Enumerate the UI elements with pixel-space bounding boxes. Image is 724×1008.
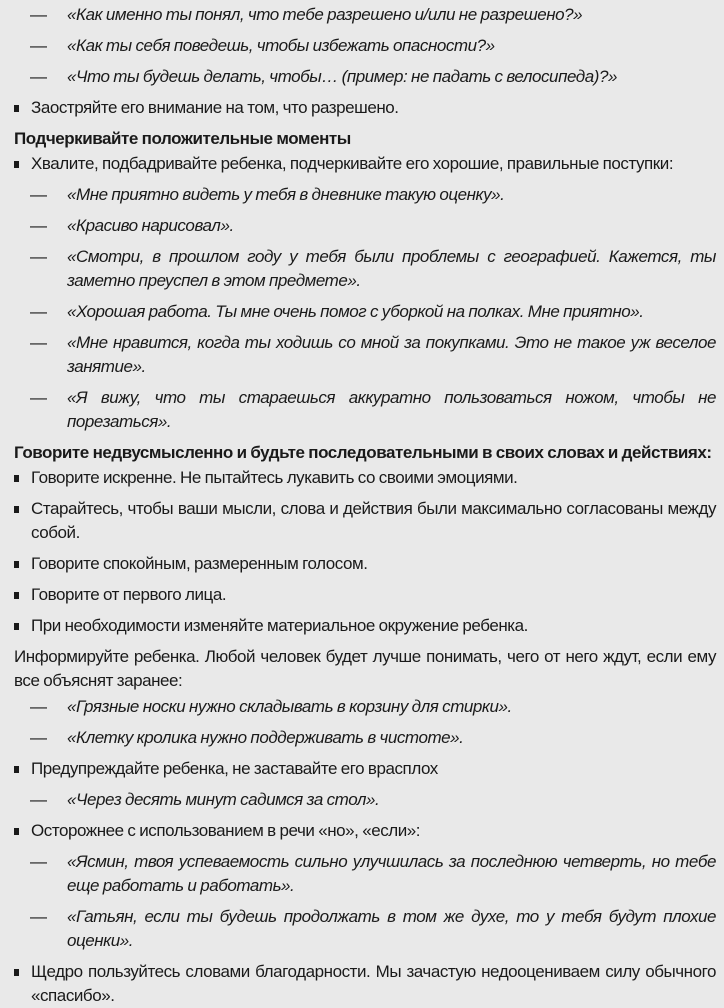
dash-marker: — (30, 302, 47, 321)
dash-marker: — (30, 333, 47, 352)
item-text: Говорите спокойным, размеренным голосом. (31, 554, 368, 573)
dash-marker: — (30, 247, 47, 266)
item-text: «Ясмин, твоя успеваемость сильно улучшилась за последнюю четверть, но тебе еще работать и работать». (67, 852, 716, 895)
square-bullet-icon (14, 161, 19, 168)
bullet-item (14, 552, 716, 576)
item-text: Говорите от первого лица. (31, 585, 227, 604)
item-text: Щедро пользуйтесь словами благодарности. Мы зачастую недооцениваем силу обычного «спасибо». (31, 962, 716, 1005)
square-bullet-icon (14, 623, 19, 630)
item-text: «Как именно ты понял, что тебе разрешено и/или не разрешено?» (67, 5, 583, 24)
item-text: Осторожнее с использованием в речи «но», «если»: (31, 821, 421, 840)
bullet-item (14, 757, 716, 781)
square-bullet-icon (14, 766, 19, 773)
dash-marker: — (30, 5, 47, 24)
item-text: Говорите недвусмысленно и будьте последовательными в своих словах и действиях: (14, 443, 712, 462)
dash-marker: — (30, 728, 47, 747)
quote-item (14, 183, 716, 207)
square-bullet-icon (14, 475, 19, 482)
bullet-item (14, 960, 716, 1008)
quote-item (14, 726, 716, 750)
item-text: «Гатьян, если ты будешь продолжать в том же духе, то у тебя будут плохие оценки». (67, 907, 716, 950)
item-text: Хвалите, подбадривайте ребенка, подчеркивайте его хорошие, правильные поступки: (31, 154, 674, 173)
bullet-item (14, 497, 716, 545)
item-text: «Грязные носки нужно складывать в корзину для стирки». (67, 697, 512, 716)
bullet-item (14, 819, 716, 843)
item-text: «Мне приятно видеть у тебя в дневнике такую оценку». (67, 185, 505, 204)
dash-marker: — (30, 852, 47, 871)
quote-item (14, 3, 716, 27)
quote-item (14, 386, 716, 434)
item-text: «Мне нравится, когда ты ходишь со мной за покупками. Это не такое уж веселое занятие». (67, 333, 716, 376)
item-text: «Как ты себя поведешь, чтобы избежать опасности?» (67, 36, 495, 55)
square-bullet-icon (14, 828, 19, 835)
dash-marker: — (30, 36, 47, 55)
item-text: «Красиво нарисовал». (67, 216, 234, 235)
square-bullet-icon (14, 969, 19, 976)
item-text: «Хорошая работа. Ты мне очень помог с уборкой на полках. Мне приятно». (67, 302, 644, 321)
square-bullet-icon (14, 105, 19, 112)
item-text: «Я вижу, что ты стараешься аккуратно пользоваться ножом, чтобы не порезаться». (67, 388, 716, 431)
quote-item (14, 695, 716, 719)
square-bullet-icon (14, 506, 19, 513)
paragraph (14, 645, 716, 693)
bullet-item (14, 152, 716, 176)
quote-item (14, 788, 716, 812)
square-bullet-icon (14, 561, 19, 568)
dash-marker: — (30, 388, 47, 407)
quote-item (14, 331, 716, 379)
item-text: Предупреждайте ребенка, не заставайте его врасплох (31, 759, 438, 778)
dash-marker: — (30, 697, 47, 716)
dash-marker: — (30, 67, 47, 86)
item-text: «Смотри, в прошлом году у тебя были проблемы с географией. Кажется, ты заметно преуспел в этом предмете». (67, 247, 716, 290)
item-text: При необходимости изменяйте материальное окружение ребенка. (31, 616, 528, 635)
quote-item (14, 300, 716, 324)
dash-marker: — (30, 185, 47, 204)
item-text: «Клетку кролика нужно поддерживать в чистоте». (67, 728, 464, 747)
bullet-item (14, 614, 716, 638)
square-bullet-icon (14, 592, 19, 599)
bullet-item (14, 583, 716, 607)
quote-item (14, 905, 716, 953)
quote-item (14, 65, 716, 89)
bullet-item (14, 96, 716, 120)
quote-item (14, 34, 716, 58)
bullet-item (14, 466, 716, 490)
dash-marker: — (30, 907, 47, 926)
item-text: Старайтесь, чтобы ваши мысли, слова и действия были максимально согласованы между собой. (31, 499, 716, 542)
dash-marker: — (30, 216, 47, 235)
section-heading (14, 441, 716, 464)
item-text: «Что ты будешь делать, чтобы… (пример: не падать с велосипеда)?» (67, 67, 617, 86)
quote-item (14, 214, 716, 238)
item-text: Подчеркивайте положительные моменты (14, 129, 351, 148)
item-text: Информируйте ребенка. Любой человек будет лучше понимать, чего от него ждут, если ему все объяснят заранее: (14, 647, 716, 690)
section-heading (14, 127, 716, 150)
quote-item (14, 245, 716, 293)
quote-item (14, 850, 716, 898)
item-text: «Через десять минут садимся за стол». (67, 790, 380, 809)
item-text: Заостряйте его внимание на том, что разрешено. (31, 98, 399, 117)
dash-marker: — (30, 790, 47, 809)
item-text: Говорите искренне. Не пытайтесь лукавить со своими эмоциями. (31, 468, 518, 487)
